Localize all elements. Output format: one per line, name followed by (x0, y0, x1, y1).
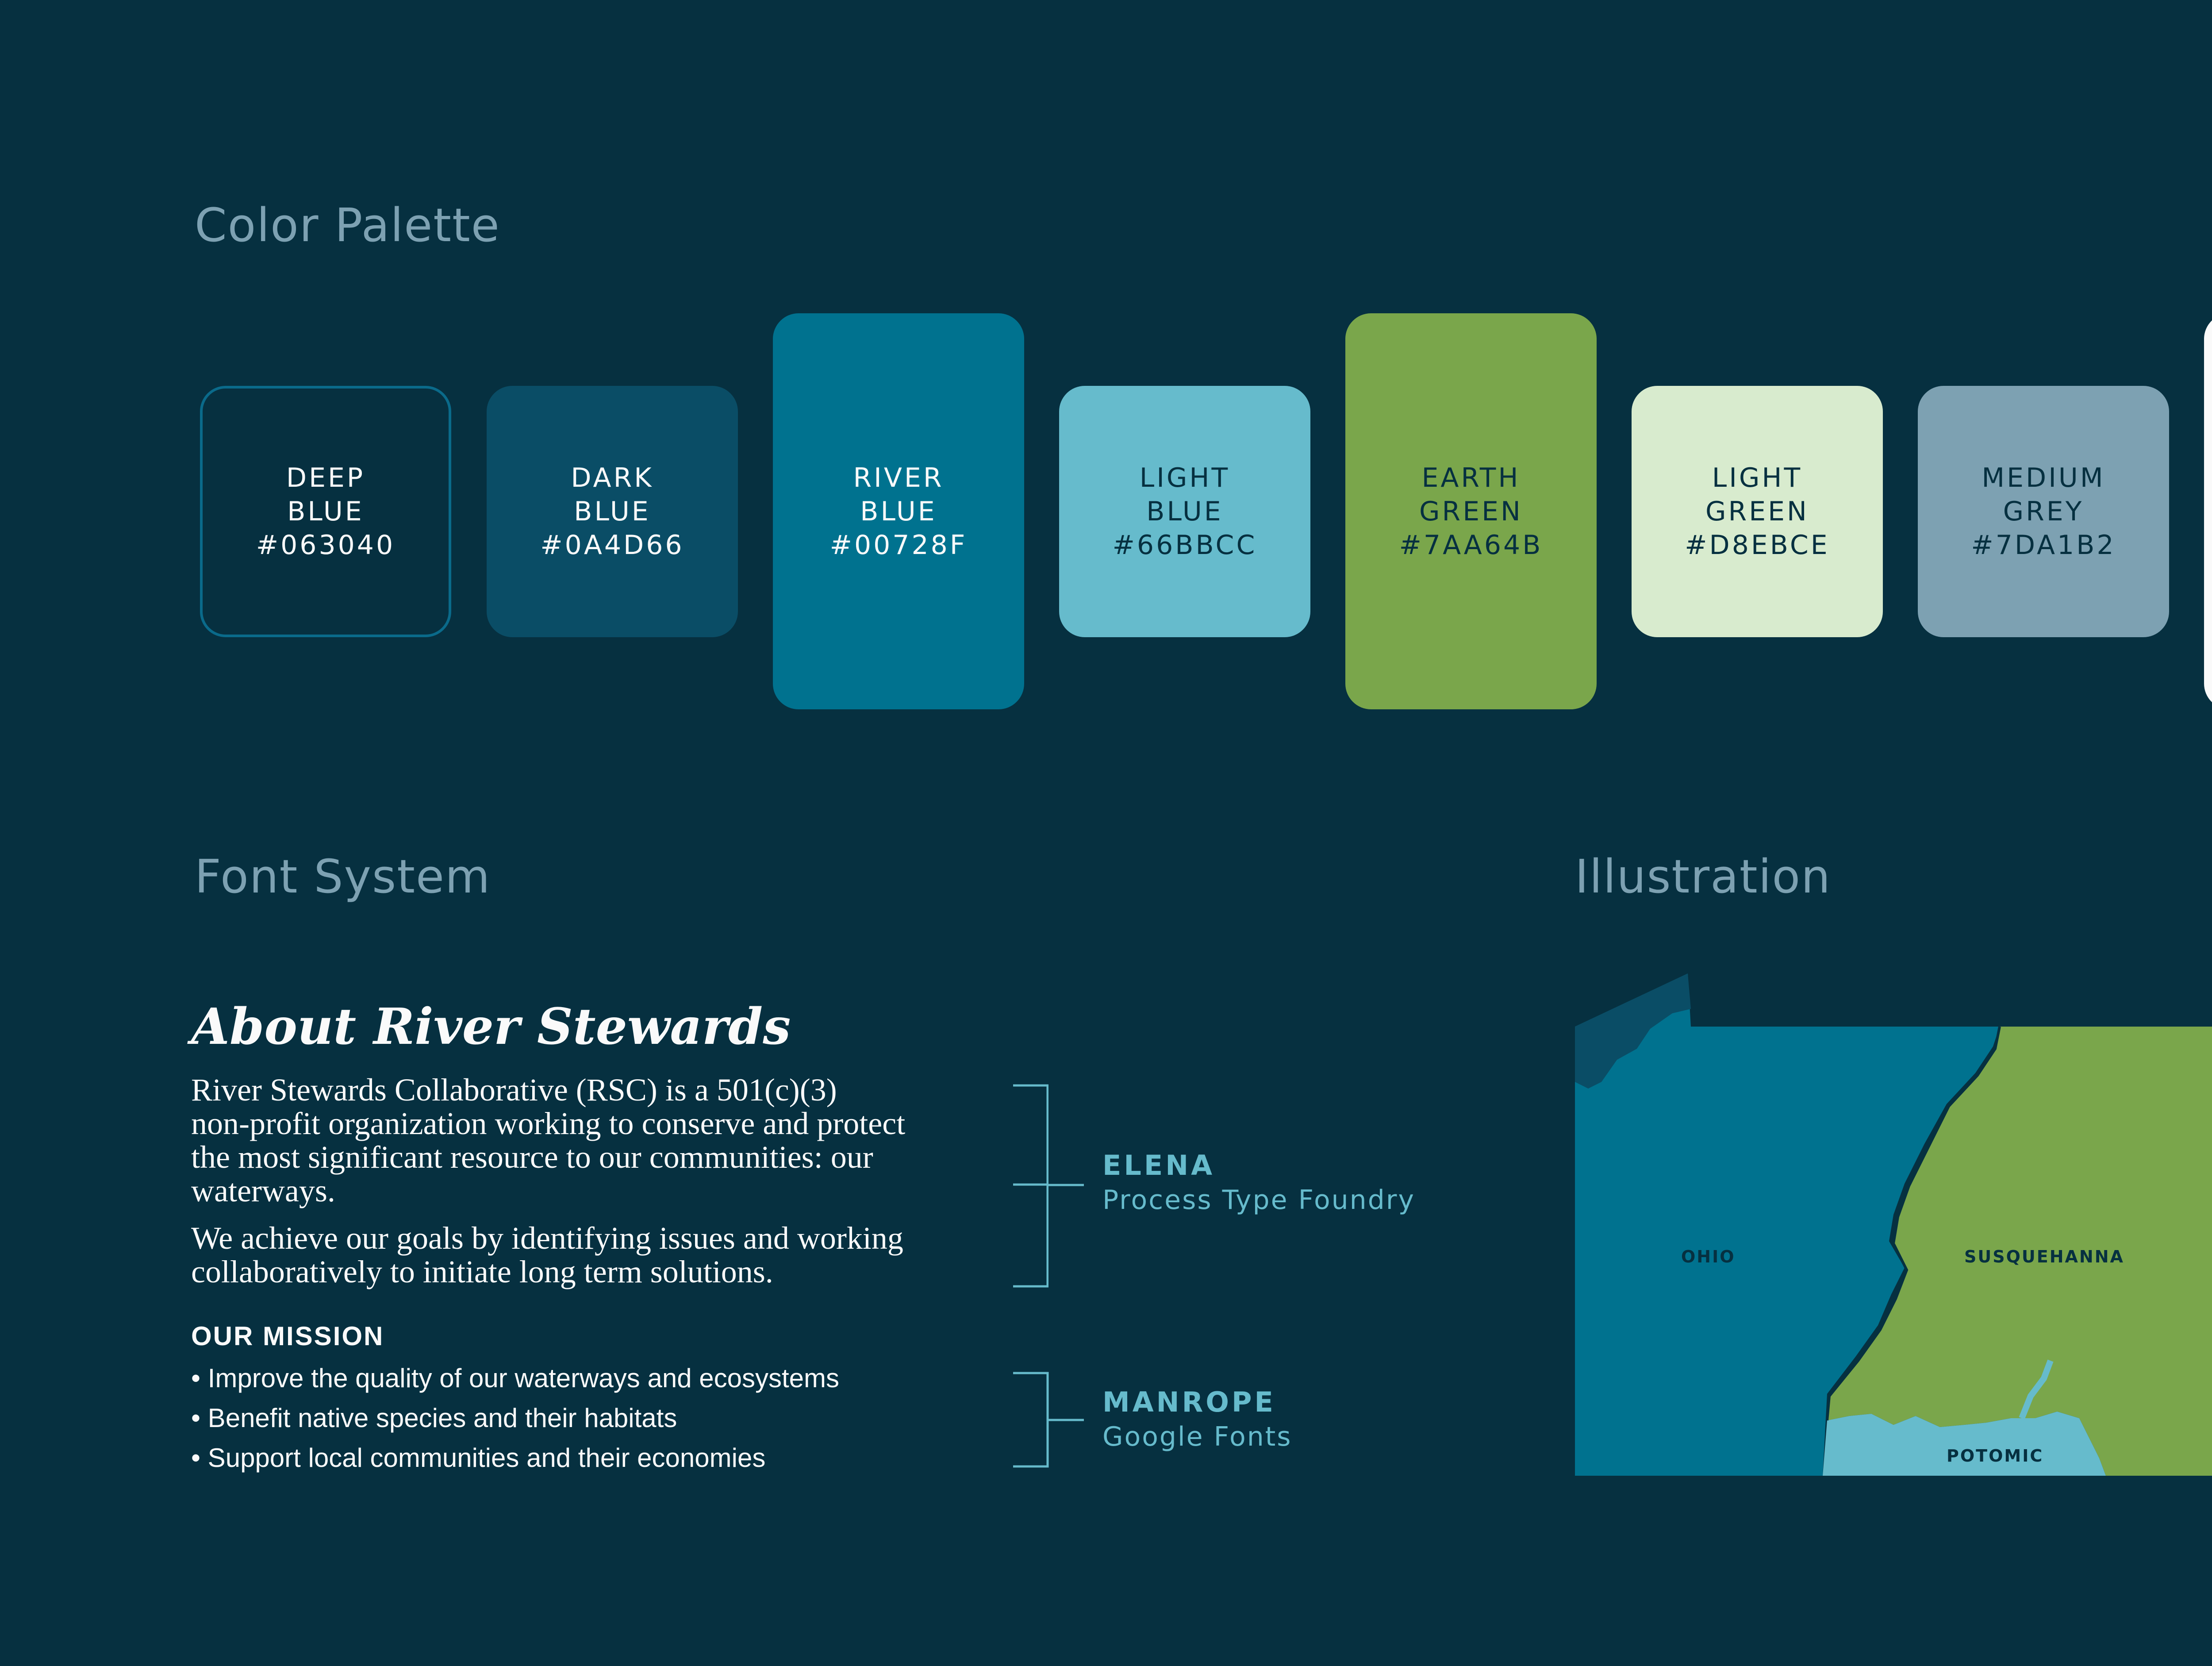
font-system-title: Font System (195, 850, 491, 904)
font-label-elena (1102, 1148, 1415, 1217)
map-label-potomic: POTOMIC (1947, 1446, 2044, 1466)
about-line: non-profit organization working to conserve and protect (191, 1106, 906, 1141)
bracket-connector-icon (1013, 1084, 1088, 1288)
about-line: River Stewards Collaborative (RSC) is a 501(c)(3) (191, 1072, 837, 1108)
about-heading: About River Stewards (191, 998, 791, 1056)
palette-title: Color Palette (195, 198, 500, 252)
color-swatch (487, 386, 738, 637)
swatch-label: LIGHT (1139, 462, 1230, 493)
swatch-label: GREY (2003, 496, 2084, 527)
font-source: Google Fonts (1102, 1421, 1292, 1452)
about-paragraph-2 (191, 1221, 1010, 1289)
font-source: Process Type Foundry (1102, 1185, 1415, 1216)
swatch-label: BLUE (574, 496, 651, 527)
mission-list (191, 1358, 839, 1478)
swatch-label: #00728F (830, 529, 968, 561)
swatch-label: #063040 (256, 530, 396, 561)
color-swatch (773, 313, 1024, 709)
about-line: waterways. (191, 1173, 335, 1208)
swatch-label: GREEN (1705, 496, 1809, 527)
swatch-label: #7DA1B2 (1971, 530, 2116, 561)
about-line: the most significant resource to our communities: our (191, 1139, 873, 1175)
swatch-label: MEDIUM (1982, 462, 2105, 493)
mission-item: • Benefit native species and their habitats (191, 1403, 677, 1433)
mission-item: • Support local communities and their economies (191, 1443, 766, 1473)
watershed-map (1575, 971, 2212, 1485)
font-label-manrope (1102, 1385, 1292, 1454)
swatch-label: #7AA64B (1399, 529, 1543, 561)
swatch-label: #0A4D66 (540, 530, 684, 561)
swatch-label: LIGHT (1712, 462, 1803, 493)
swatch-label: BLUE (1146, 496, 1223, 527)
mission-item: • Improve the quality of our waterways and ecosystems (191, 1363, 839, 1393)
color-swatch (1059, 386, 1310, 637)
bracket-icon (1013, 1372, 1088, 1469)
swatch-label: GREEN (1419, 496, 1523, 527)
mission-heading: OUR MISSION (191, 1321, 384, 1351)
font-name: ELENA (1102, 1149, 1215, 1181)
color-swatch (1918, 386, 2169, 637)
swatch-label: DARK (571, 462, 654, 493)
about-paragraph-1 (191, 1073, 1010, 1208)
about-line: collaboratively to initiate long term solutions. (191, 1254, 773, 1289)
color-swatch (1345, 313, 1597, 709)
swatch-label: #D8EBCE (1685, 530, 1830, 561)
color-swatch (2204, 313, 2212, 709)
swatch-label: BLUE (287, 496, 364, 527)
swatch-label: DEEP (286, 462, 365, 493)
map-label-ohio: OHIO (1681, 1247, 1736, 1266)
about-line: We achieve our goals by identifying issues and working (191, 1220, 903, 1256)
color-swatch (200, 386, 451, 637)
font-name: MANROPE (1102, 1386, 1276, 1418)
map-label-susquehanna: SUSQUEHANNA (1964, 1247, 2124, 1266)
swatch-label: #66BBCC (1112, 530, 1257, 561)
swatch-label: BLUE (860, 496, 937, 527)
illustration-title: Illustration (1575, 850, 1832, 904)
swatch-label: RIVER (853, 462, 944, 493)
color-swatch (1632, 386, 1883, 637)
swatch-label: EARTH (1421, 462, 1521, 493)
